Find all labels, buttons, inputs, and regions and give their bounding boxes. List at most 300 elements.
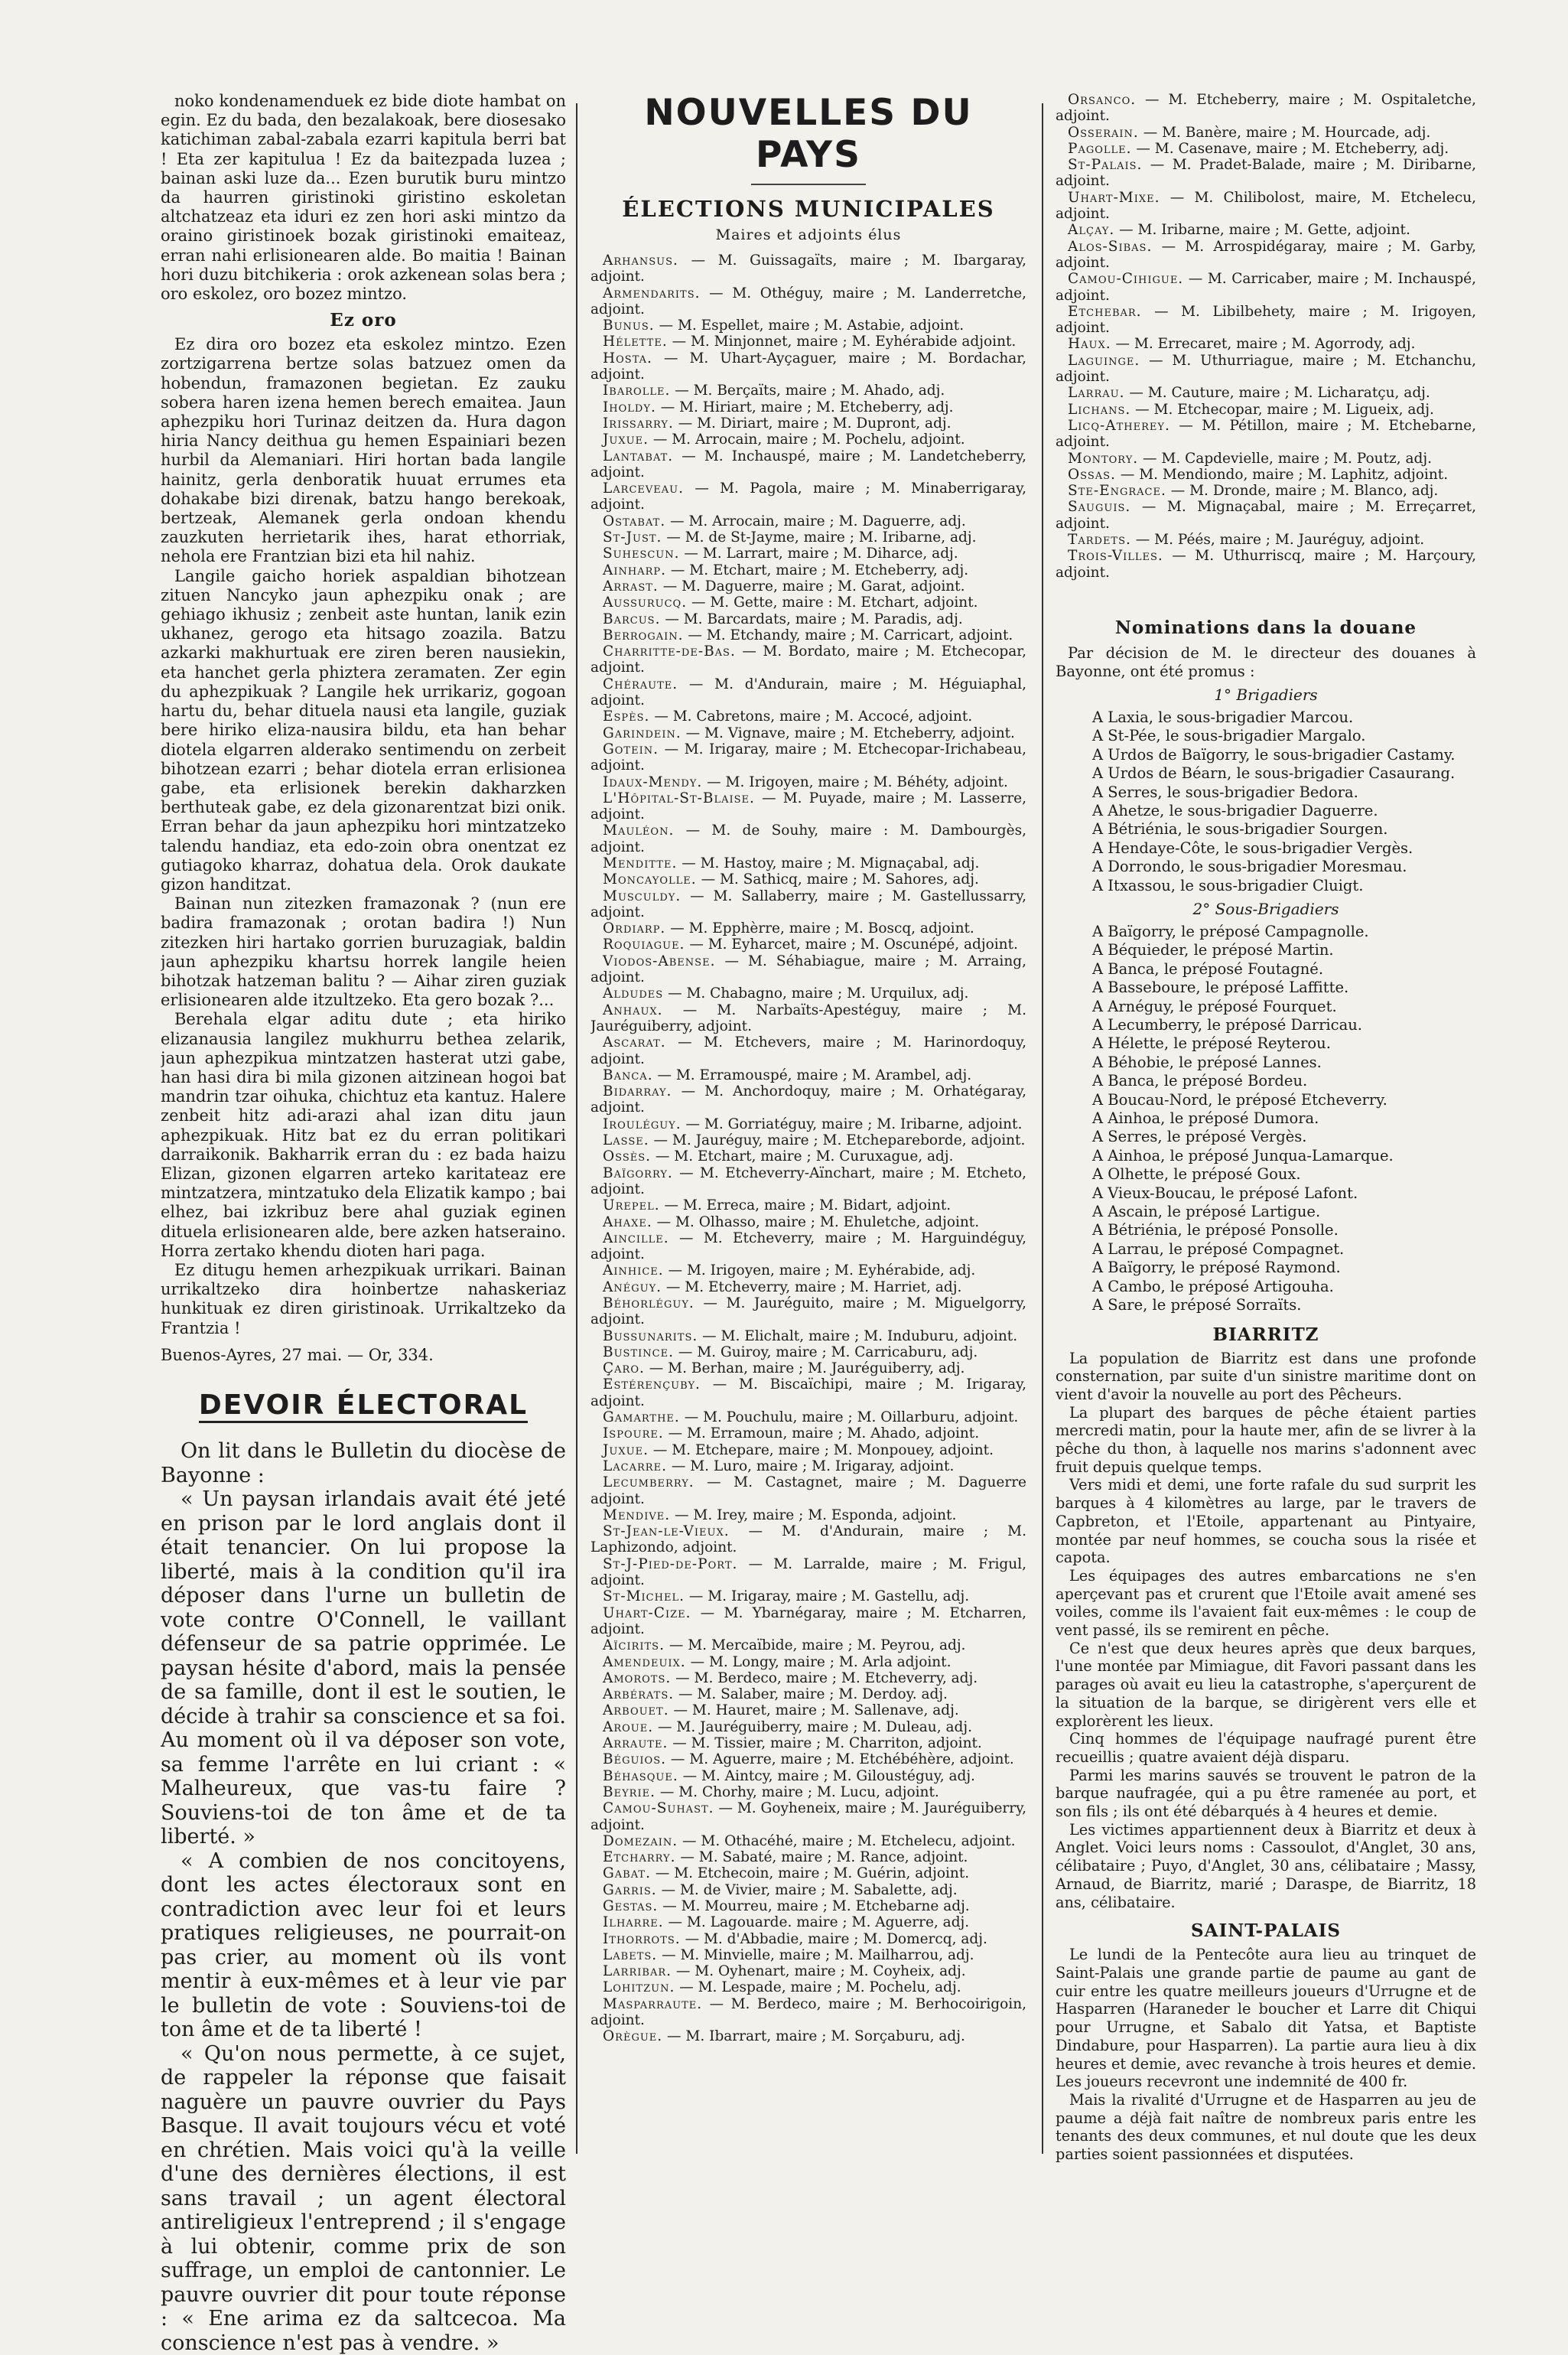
promotion-item: A Sare, le préposé Sorraïts. [1056, 1296, 1476, 1314]
elected-officials: — M. Aguerre, maire ; M. Etchébéhère, adjoint. [671, 1751, 1014, 1767]
promotion-item: A Béhobie, le préposé Lannes. [1056, 1054, 1476, 1072]
elected-officials: — M. Ibarrart, maire ; M. Sorçaburu, adj. [667, 2028, 965, 2044]
basque-paragraph: Ez dira oro bozez eta eskolez mintzo. Ezen zortzigarrena bertze solas batzuez omen da hobendun, framazonen begietan. Ez zauku sobera haren izena hemen berech emaitea. Jaun aphezpiku hori Turinaz deitzen da. Hura dagon hiria Nancy deithua gu hemen Espainiari bezen hurbil da Alemaniari. Hiri hortan bada langile hainitz, gerla denboratik huuat errumes eta dohakabe bizi direnak, batzu hango berekoak, bertzeak, Alemanek gerla ondoan khendu zauzkuten herrietarik ihes, harat ethorriak, nehola ere Frantzian bizi eta hil nahiz. [161, 335, 566, 566]
election-entry [590, 1914, 1026, 1930]
commune-name: Gamarthe. [603, 1409, 680, 1425]
commune-name: Larribar. [603, 1963, 672, 1979]
elected-officials: — M. Aintcy, maire ; M. Giloustéguy, adj. [683, 1768, 975, 1784]
commune-name: Ordiarp. [603, 920, 665, 936]
commune-name: Musculdy. [603, 888, 681, 904]
elected-officials: — M. Pradet-Balade, maire ; M. Diribarne, adjoint. [1056, 157, 1476, 189]
commune-name: Ibarolle. [603, 383, 670, 399]
commune-name: Menditte. [603, 855, 677, 871]
elected-officials: — M. d'Abbadie, maire ; M. Domercq, adj. [685, 1931, 987, 1947]
election-entry [590, 1605, 1026, 1638]
elected-officials: — M. Castagnet, maire ; M. Daguerre adjoint. [590, 1474, 1026, 1506]
election-entry [590, 562, 1026, 578]
election-entry [1056, 271, 1476, 304]
election-entry [1056, 499, 1476, 532]
election-entry [1056, 239, 1476, 272]
elected-officials: — M. Uthurriague, maire ; M. Etchanchu, adjoint. [1056, 353, 1476, 385]
elected-officials: — M. Berhan, maire ; M. Jauréguiberry, adj. [649, 1360, 965, 1376]
commune-name: Etchebar. [1068, 304, 1142, 320]
election-entry [590, 676, 1026, 709]
column-basque [161, 92, 566, 2355]
election-entry [590, 1083, 1026, 1116]
election-entry [590, 888, 1026, 921]
commune-name: Aldudes [603, 985, 663, 1002]
election-entry [590, 1360, 1026, 1376]
election-entry [590, 1588, 1026, 1604]
commune-name: Bussunarits. [603, 1328, 698, 1344]
elected-officials: — M. Uthurriscq, maire ; M. Harçoury, adjoint. [1056, 548, 1476, 580]
elected-officials: — M. Eyharcet, maire ; M. Oscunépé, adjoint. [689, 936, 1018, 953]
commune-name: Armendarits. [603, 285, 701, 301]
douane-category-sous-brigadiers: 2° Sous-Brigadiers [1056, 900, 1476, 918]
election-entry [1056, 304, 1476, 337]
commune-name: Arraute. [603, 1735, 668, 1751]
commune-name: Juxue. [603, 1442, 649, 1458]
election-entry [590, 1116, 1026, 1132]
election-entry [590, 432, 1026, 448]
masthead-separator [751, 184, 866, 185]
basque-paragraph: noko kondenamenduek ez bide diote hambat on egin. Ez du bada, den bezalakoak, bere diosesako katichiman zabal-zabala ezarri kapitula berri bat ! Eta zer kapitulua ! Ez da baitezpada luzea ; bainan aski luze da... Ezen burutik buru mintzo da haurren giristinoki giristino eskoletan altchatzeaz eta iduri ez zen hori aski mintzo da oraino giristinoek bozak giristinoki emaiteaz, erran nahi erlisionearen alde. Bo maitia ! Bainan hori duzu bitchikeria : orok azkenean solas bera ; oro eskolez, oro bozez mintzo. [161, 92, 566, 304]
elected-officials: — M. Etchepare, maire ; M. Monpouey, adjoint. [653, 1442, 994, 1458]
commune-name: Urepel. [603, 1197, 660, 1213]
elected-officials: — M. Irigoyen, maire ; M. Eyhérabide, adj. [669, 1262, 976, 1278]
commune-name: Larceveau. [603, 480, 684, 497]
election-entry [1056, 532, 1476, 548]
douane-intro: Par décision de M. le directeur des douanes à Bayonne, ont été promus : [1056, 644, 1476, 681]
election-entry [590, 627, 1026, 643]
election-entry [590, 822, 1026, 855]
elected-officials: — M. Epphèrre, maire ; M. Boscq, adjoint. [670, 920, 974, 936]
commune-name: Irouléguy. [603, 1116, 682, 1132]
basque-subheading: Ez oro [161, 310, 566, 331]
elected-officials: — M. Goyheneix, maire ; M. Jauréguiberry, adjoint. [590, 1800, 1026, 1832]
promotion-item: A Ahetze, le sous-brigadier Daguerre. [1056, 802, 1476, 820]
elected-officials: — M. Daguerre, maire ; M. Garat, adjoint. [663, 578, 965, 594]
promotion-item: A Banca, le préposé Foutagné. [1056, 960, 1476, 979]
election-entry [590, 708, 1026, 725]
basque-paragraph: Ez ditugu hemen arhezpikuak urrikari. Bainan urrikaltzeko dira hoinbertze nahaskeriaz hunkituak ez diren giristinoak. Urrikaltzeko da Frantzia ! [161, 1261, 566, 1338]
commune-name: Béhasque. [603, 1768, 678, 1784]
commune-name: Moncayolle. [603, 871, 697, 888]
biarritz-article [1056, 1350, 1476, 1912]
promotion-item: A Boucau-Nord, le préposé Etcheverry. [1056, 1091, 1476, 1109]
commune-name: Beyrie. [603, 1784, 656, 1800]
promotion-item: A Dorrondo, le sous-brigadier Moresmau. [1056, 858, 1476, 876]
commune-name: Lichans. [1068, 402, 1130, 418]
elected-officials: — M. Irigaray, maire ; M. Gastellu, adj. [689, 1588, 969, 1604]
elected-officials: — M. Espellet, maire ; M. Astabie, adjoint. [659, 318, 965, 334]
promotion-item: A Urdos de Béarn, le sous-brigadier Casaurang. [1056, 764, 1476, 783]
election-entry [590, 953, 1026, 986]
commune-name: Ahaxe. [603, 1214, 652, 1230]
commune-name: Ispoure. [603, 1425, 664, 1441]
elected-officials: — M. Erramoun, maire ; M. Ahado, adjoint. [669, 1425, 980, 1441]
elected-officials: — M. Casenave, maire ; M. Etcheberry, adj. [1136, 141, 1449, 157]
elected-officials: — M. Biscaïchipi, maire ; M. Irigaray, adjoint. [590, 1376, 1026, 1409]
commune-name: Béhorléguy. [603, 1295, 695, 1311]
election-entry [590, 1067, 1026, 1083]
elected-officials: — M. Etchecopar, maire ; M. Ligueix, adj. [1135, 402, 1434, 418]
election-entry [590, 1979, 1026, 1995]
commune-name: Arbérats. [603, 1686, 674, 1702]
commune-name: Arbouet. [603, 1702, 669, 1718]
election-entry [590, 1376, 1026, 1409]
promotion-item: A Vieux-Boucau, le préposé Lafont. [1056, 1184, 1476, 1203]
election-entry [590, 643, 1026, 676]
commune-name: Sauguis. [1068, 499, 1130, 515]
election-entry [590, 936, 1026, 953]
election-entry [1056, 402, 1476, 418]
election-entry [590, 1654, 1026, 1670]
elected-officials: — M. Bordato, maire ; M. Etchecopar, adjoint. [590, 643, 1026, 676]
elected-officials: — M. d'Andurain, maire ; M. Laphizondo, adjoint. [590, 1523, 1026, 1555]
election-entry [590, 611, 1026, 627]
commune-name: Pagolle. [1068, 141, 1132, 157]
elected-officials: — M. Uhart-Ayçaguer, maire ; M. Bordachar, adjoint. [590, 350, 1026, 383]
commune-name: Larrau. [1068, 385, 1124, 401]
promotion-item: A Hélette, le préposé Reyterou. [1056, 1034, 1476, 1053]
commune-name: Ossès. [603, 1148, 651, 1164]
commune-name: Alçay. [1068, 222, 1114, 238]
election-entry [590, 594, 1026, 611]
commune-name: L'Hôpital-St-Blaise. [603, 790, 755, 806]
election-entry [590, 1523, 1026, 1556]
commune-name: Orsanco. [1068, 92, 1136, 108]
commune-name: Mauléon. [603, 822, 674, 839]
elected-officials: — M. Banère, maire ; M. Hourcade, adj. [1143, 125, 1431, 141]
election-entry [590, 1262, 1026, 1278]
commune-name: Lecumberry. [603, 1474, 695, 1490]
column-elections [590, 92, 1026, 2045]
commune-name: Lohitzun. [603, 1979, 675, 1995]
election-entry [590, 1132, 1026, 1148]
biarritz-paragraph: Parmi les marins sauvés se trouvent le patron de la barque naufragée, qui a pu être ramenée au port, et son fils ; ils ont été débarqués à 4 heures et demie. [1056, 1767, 1476, 1821]
commune-name: Ste-Engrace. [1068, 483, 1166, 499]
commune-name: Aroue. [603, 1719, 653, 1735]
commune-name: Arhansus. [603, 252, 678, 269]
devoir-paragraph: On lit dans le Bulletin du diocèse de Bayonne : [161, 1439, 566, 1487]
election-entry [590, 383, 1026, 399]
election-entry [590, 285, 1026, 318]
commune-name: Uhart-Cize. [603, 1605, 691, 1621]
commune-name: Lasse. [603, 1132, 649, 1148]
commune-name: Aussurucq. [603, 594, 687, 611]
biarritz-heading: BIARRITZ [1056, 1324, 1476, 1345]
election-entry [1056, 190, 1476, 223]
elected-officials: — M. Hiriart, maire ; M. Etcheberry, adj. [661, 399, 954, 415]
elected-officials: — M. de St-Jayme, maire ; M. Iribarne, adj. [666, 529, 976, 546]
elected-officials: — M. Pagola, maire ; M. Minaberrigaray, adjoint. [590, 480, 1026, 513]
elected-officials: — M. Arrospidégaray, maire ; M. Garby, adjoint. [1056, 239, 1476, 271]
elected-officials: — M. Longy, maire ; M. Arla adjoint. [691, 1654, 952, 1670]
commune-name: St-J-Pied-de-Port. [603, 1556, 737, 1572]
commune-name: Garindein. [603, 725, 682, 741]
promotion-item: A Ascain, le préposé Lartigue. [1056, 1203, 1476, 1221]
election-entry [590, 1002, 1026, 1035]
elected-officials: — M. Chorhy, maire ; M. Lucu, adjoint. [660, 1784, 939, 1800]
promotion-item: A Baïgorry, le préposé Raymond. [1056, 1259, 1476, 1277]
election-entry [1056, 157, 1476, 190]
election-entry [590, 855, 1026, 871]
elected-officials: — M. Etchart, maire ; M. Curuxague, adj. [656, 1148, 954, 1164]
election-entry [590, 415, 1026, 432]
election-entry [590, 1295, 1026, 1328]
elected-officials: — M. Larrart, maire ; M. Diharce, adj. [684, 546, 958, 562]
election-entry [590, 448, 1026, 481]
commune-name: Viodos-Abense. [603, 953, 715, 969]
elected-officials: — M. de Souhy, maire : M. Dambourgès, adjoint. [590, 822, 1026, 855]
commune-name: Ossas. [1068, 467, 1116, 483]
elected-officials: — M. Jauréguito, maire ; M. Miguelgorry, adjoint. [590, 1295, 1026, 1327]
election-entry [590, 1556, 1026, 1589]
election-entry [1056, 336, 1476, 352]
saint-palais-article [1056, 1946, 1476, 2163]
elected-officials: — M. Irigaray, maire ; M. Etchecopar-Irichabeau, adjoint. [590, 741, 1026, 774]
commune-name: Anéguy. [603, 1279, 662, 1295]
commune-name: Domezain. [603, 1833, 678, 1849]
election-entry [590, 318, 1026, 334]
commune-name: Bidarray. [603, 1083, 672, 1099]
commune-name: Amorots. [603, 1670, 671, 1686]
elected-officials: — M. Mourreu, maire ; M. Etchebarne adj. [662, 1898, 969, 1914]
election-entry [590, 1214, 1026, 1230]
election-entry [590, 1800, 1026, 1833]
commune-name: Gabat. [603, 1865, 651, 1881]
saint-palais-paragraph: Mais la rivalité d'Urrugne et de Hasparren au jeu de paume a déjà fait naître de nombreux paris entre les tenants des deux communes, et nul doute que les deux parties soient passionnées et disputées. [1056, 2091, 1476, 2164]
commune-name: St-Palais. [1068, 157, 1142, 173]
basque-signature: Buenos-Ayres, 27 mai. — Or, 334. [161, 1346, 566, 1365]
commune-name: Amendeuix. [603, 1654, 686, 1670]
promotion-item: A Hendaye-Côte, le sous-brigadier Vergès. [1056, 839, 1476, 858]
promotion-item: A Serres, le sous-brigadier Bedora. [1056, 783, 1476, 802]
promotion-item: A Arnéguy, le préposé Fourquet. [1056, 998, 1476, 1016]
saint-palais-paragraph: Le lundi de la Pentecôte aura lieu au trinquet de Saint-Palais une grande partie de paume au gant de cuir entre les quatre meilleurs joueurs d'Urrugne et de Hasparren (Haraneder le boucher et Larre dit Chiqui pour Urrugne, et Sabalo dit Yatsa, et Baptiste Dindabure, pour Hasparren). La partie aura lieu à dix heures et demie, avec revanche à trois heures et demie. Les joueurs recevront une indemnité de 400 fr. [1056, 1946, 1476, 2091]
election-entry [590, 725, 1026, 741]
election-entry [590, 1425, 1026, 1441]
commune-name: Licq-Atherey. [1068, 418, 1170, 434]
election-entry [1056, 222, 1476, 238]
commune-name: Juxue. [603, 432, 649, 448]
commune-name: Bunus. [603, 318, 655, 334]
elected-officials: — M. Etchecoin, maire ; M. Guérin, adjoint. [656, 1865, 969, 1881]
elected-officials: — M. Capdevielle, maire ; M. Poutz, adj. [1143, 451, 1432, 467]
elected-officials: — M. Séhabiague, maire ; M. Arraing, adjoint. [590, 953, 1026, 985]
douane-sous-brigadiers-list [1056, 923, 1476, 1315]
election-entry [590, 252, 1026, 285]
elected-officials: — M. Puyade, maire ; M. Lasserre, adjoint. [590, 790, 1026, 822]
elected-officials: — M. Hastoy, maire ; M. Mignaçabal, adj. [682, 855, 979, 871]
devoir-paragraph: « Un paysan irlandais avait été jeté en prison par le lord anglais dont il était tenancier. On lui propose la liberté, mais à la condition qu'il ira déposer dans l'urne un bulletin de vote contre O'Connell, le vaillant défenseur de sa patrie opprimée. Le paysan hésite d'abord, mais la pensée de sa famille, dont il est le soutien, le décide à trahir sa conscience et sa foi. Au moment où il va déposer son vote, sa femme l'arrête en lui criant : « Malheureux, que vas-tu faire ? Souviens-toi de ton âme et de ta liberté. » [161, 1487, 566, 1849]
election-entry [590, 1148, 1026, 1164]
election-entry [1056, 141, 1476, 157]
commune-name: Ostabat. [603, 513, 665, 529]
commune-name: Berrogain. [603, 627, 683, 643]
elected-officials: — M. Chabagno, maire ; M. Urquilux, adj. [668, 985, 968, 1002]
biarritz-paragraph: Vers midi et demi, une forte rafale du sud surprit les barques à 4 kilomètres au large, par le travers de Capbreton, et l'Etoile, appartenant au Pintyaire, montée par neuf hommes, se coucha sous la risée et capota. [1056, 1476, 1476, 1567]
election-entry [590, 1735, 1026, 1751]
douane-category-brigadiers: 1° Brigadiers [1056, 686, 1476, 704]
promotion-item: A Serres, le préposé Vergès. [1056, 1128, 1476, 1146]
elected-officials: — M. Sallaberry, maire ; M. Gastellussarry, adjoint. [590, 888, 1026, 920]
promotion-item: A Béquieder, le préposé Martin. [1056, 941, 1476, 959]
elected-officials: — M. Guiroy, maire ; M. Carricaburu, adj. [678, 1344, 978, 1360]
douane-heading: Nominations dans la douane [1056, 617, 1476, 638]
elections-subtitle: Maires et adjoints élus [590, 226, 1026, 243]
commune-name: St-Jean-le-Vieux. [603, 1523, 730, 1539]
devoir-electoral-heading [161, 1389, 566, 1421]
commune-name: Çaro. [603, 1360, 645, 1376]
biarritz-paragraph: Ce n'est que deux heures après que deux barques, l'une montée par Mimiague, dit Favori passant dans les parages où avait eu lieu la catastrophe, s'aperçurent de la situation de la barque, se dirigèrent vers elle et explorèrent les lieux. [1056, 1640, 1476, 1731]
elected-officials: — M. Anchordoquy, maire ; M. Orhatégaray, adjoint. [590, 1083, 1026, 1116]
commune-name: Mendive. [603, 1507, 670, 1523]
commune-name: Chéraute. [603, 676, 678, 692]
election-entry [1056, 385, 1476, 401]
elected-officials: — M. Etchart, maire ; M. Etcheberry, adj. [671, 562, 968, 578]
elected-officials: — M. Tissier, maire ; M. Charriton, adjoint. [672, 1735, 982, 1751]
elected-officials: — M. Cauture, maire ; M. Licharatçu, adj. [1129, 385, 1430, 401]
elected-officials: — M. Mendiondo, maire ; M. Laphitz, adjoint. [1121, 467, 1448, 483]
elected-officials: — M. Gorriatéguy, maire ; M. Iribarne, adjoint. [686, 1116, 1023, 1132]
basque-paragraph: Berehala elgar aditu dute ; eta hiriko elizanausia langilez mukhurru bethea zelarik, jaun aphezpikua mintzatzen hasterat utzi gabe, han hasi dira bi mila gizonen aitzinean hogoi bat mandrin tzar oihuka, chichtuz eta kantuz. Halere zenbeit hitz adi-arazi ahal izan ditu jaun aphezpikuak. Hitz bat ez du erran politikari darraikonik. Bakharrik erran du : ez bada haizu Elizan, gizonen elgarren arteko karitateaz ere mintzatzera, mintzatuko dela Elizatik kampo ; bai elhez, bai izkribuz bere ahal guziak eginen dituela erlisionearen alde, bere azken hatseraino. Horra zertako khendu dioten hari paga. [161, 1010, 566, 1261]
commune-name: Ascarat. [603, 1034, 666, 1050]
commune-name: St-Just. [603, 529, 662, 546]
election-entry [590, 741, 1026, 774]
elected-officials: — M. Etchevers, maire ; M. Harinordoquy, adjoint. [590, 1034, 1026, 1067]
election-entry [590, 985, 1026, 1002]
election-entry [590, 1947, 1026, 1963]
election-entry [590, 790, 1026, 823]
elected-officials: — M. Irigoyen, maire ; M. Béhéty, adjoint. [707, 774, 1008, 790]
commune-name: Hélette. [603, 334, 668, 350]
election-entry [1056, 483, 1476, 499]
commune-name: Estérençuby. [603, 1376, 701, 1392]
elected-officials: — M. Berdeco, maire ; M. Etcheverry, adj. [675, 1670, 978, 1686]
elected-officials: — M. Etchandy, maire ; M. Carricart, adjoint. [688, 627, 1013, 643]
promotion-item: A Ainhoa, le préposé Dumora. [1056, 1109, 1476, 1128]
commune-name: Garris. [603, 1882, 657, 1898]
commune-name: Osserain. [1068, 125, 1139, 141]
commune-name: Tardets. [1068, 532, 1131, 548]
elected-officials: — M. Erramouspé, maire ; M. Arambel, adj. [657, 1067, 971, 1083]
elections-list-continued [1056, 92, 1476, 581]
commune-name: Uhart-Mixe. [1068, 190, 1160, 206]
promotion-item: A Itxassou, le sous-brigadier Cluigt. [1056, 877, 1476, 895]
promotion-item: A Larrau, le préposé Compagnet. [1056, 1240, 1476, 1259]
biarritz-paragraph: Les victimes appartiennent deux à Biarritz et deux à Anglet. Voici leurs noms : Cassoulot, d'Anglet, 30 ans, célibataire ; Puyo, d'Anglet, 30 ans, célibataire ; Massy, Arnaud, de Biarritz, marié ; Daraspe, de Biarritz, 18 ans, célibataire. [1056, 1821, 1476, 1912]
commune-name: Roquiague. [603, 936, 685, 953]
douane-brigadiers-list [1056, 708, 1476, 895]
commune-name: Montory. [1068, 451, 1138, 467]
commune-name: Suhescun. [603, 546, 680, 562]
elected-officials: — M. Jauréguiberry, maire ; M. Duleau, adj. [658, 1719, 972, 1735]
commune-name: Aincille. [603, 1230, 669, 1246]
commune-name: Ithorrots. [603, 1931, 681, 1947]
elected-officials: — M. Etcheverry, maire ; M. Harriet, adj. [666, 1279, 961, 1295]
election-entry [590, 1768, 1026, 1784]
promotion-item: A St-Pée, le sous-brigadier Margalo. [1056, 727, 1476, 745]
commune-name: Béguios. [603, 1751, 666, 1767]
elected-officials: — M. Arrocain, maire ; M. Pochelu, adjoint. [653, 432, 965, 448]
election-entry [590, 1507, 1026, 1523]
elected-officials: — M. Libilbehety, maire ; M. Irigoyen, adjoint. [1056, 304, 1476, 336]
commune-name: Orègue. [603, 2028, 662, 2044]
elected-officials: — M. Oyhenart, maire ; M. Coyheix, adj. [676, 1963, 966, 1979]
commune-name: Hosta. [603, 350, 652, 366]
election-entry [590, 1686, 1026, 1702]
elected-officials: — M. Larralde, maire ; M. Frigul, adjoint. [590, 1556, 1026, 1588]
election-entry [590, 1882, 1026, 1898]
commune-name: Ainhice. [603, 1262, 664, 1278]
elected-officials: — M. Etcheverry-Aïnchart, maire ; M. Etcheto, adjoint. [590, 1165, 1026, 1197]
elected-officials: — M. Mignaçabal, maire ; M. Erreçarret, adjoint. [1056, 499, 1476, 531]
devoir-paragraph: « Qu'on nous permette, à ce sujet, de rappeler la réponse que faisait naguère un pauvre ouvrier du Pays Basque. Il avait toujours vécu et voté en chrétien. Mais voici qu'à la veille d'une des dernières élections, il est sans travail ; un agent électoral antireligieux l'entreprend ; il s'engage à lui obtenir, comme prix de son suffrage, un emploi de cantonnier. Le pauvre ouvrier dit pour toute réponse : « Ene arima ez da saltcecoa. Ma conscience n'est pas à vendre. » [161, 2042, 566, 2355]
elected-officials: — M. Gette, maire : M. Etchart, adjoint. [691, 594, 978, 611]
commune-name: St-Michel. [603, 1588, 685, 1604]
election-entry [590, 1898, 1026, 1914]
election-entry [590, 1670, 1026, 1686]
elected-officials: — M. Berdeco, maire ; M. Berhocoirigoin, adjoint. [590, 1996, 1026, 2028]
election-entry [590, 399, 1026, 415]
election-entry [1056, 125, 1476, 141]
commune-name: Lacarre. [603, 1458, 667, 1474]
commune-name: Baïgorry. [603, 1165, 673, 1181]
promotion-item: A Lecumberry, le préposé Darricau. [1056, 1016, 1476, 1034]
elected-officials: — M. Dronde, maire ; M. Blanco, adj. [1171, 483, 1439, 499]
elected-officials: — M. Etcheberry, maire ; M. Ospitaletche, adjoint. [1056, 92, 1476, 124]
elected-officials: — M. Salaber, maire ; M. Derdoy. adj. [678, 1686, 948, 1702]
devoir-electoral-title: DEVOIR ÉLECTORAL [199, 1389, 528, 1423]
election-entry [590, 871, 1026, 888]
promotion-item: A Ainhoa, le préposé Junqua-Lamarque. [1056, 1147, 1476, 1165]
promotion-item: A Banca, le préposé Bordeu. [1056, 1072, 1476, 1090]
section-masthead: NOUVELLES DU PAYS [590, 92, 1026, 176]
promotion-item: A Cambo, le préposé Artigouha. [1056, 1278, 1476, 1296]
commune-name: Idaux-Mendy. [603, 774, 702, 790]
election-entry [590, 1344, 1026, 1360]
elected-officials: — M. Mercaïbide, maire ; M. Peyrou, adj. [669, 1637, 966, 1653]
commune-name: Camou-Cihigue. [1068, 271, 1183, 287]
elected-officials: — M. de Vivier, maire ; M. Sabalette, adj. [662, 1882, 958, 1898]
elected-officials: — M. Luro, maire ; M. Irigaray, adjoint. [672, 1458, 954, 1474]
commune-name: Camou-Suhast. [603, 1800, 714, 1816]
election-entry [590, 546, 1026, 562]
column-news [1056, 92, 1476, 2164]
commune-name: Aïcirits. [603, 1637, 665, 1653]
election-entry [590, 1849, 1026, 1865]
commune-name: Gestas. [603, 1898, 658, 1914]
elected-officials: — M. Erreca, maire ; M. Bidart, adjoint. [665, 1197, 952, 1213]
commune-name: Ainharp. [603, 562, 666, 578]
promotion-item: A Baïgorry, le préposé Campagnolle. [1056, 923, 1476, 941]
elected-officials: — M. Othacéhé, maire ; M. Etchelecu, adjoint. [682, 1833, 1016, 1849]
elected-officials: — M. Pouchulu, maire ; M. Oillarburu, adjoint. [685, 1409, 1019, 1425]
elected-officials: — M. d'Andurain, maire ; M. Héguiaphal, adjoint. [590, 676, 1026, 708]
election-entry [590, 578, 1026, 594]
election-entry [590, 920, 1026, 936]
election-entry [590, 350, 1026, 383]
promotion-item: A Olhette, le préposé Goux. [1056, 1165, 1476, 1184]
biarritz-paragraph: Cinq hommes de l'équipage naufragé purent être recueillis ; quatre avaient déjà disparu. [1056, 1730, 1476, 1766]
commune-name: Ilharre. [603, 1914, 664, 1930]
commune-name: Trois-Villes. [1068, 548, 1163, 564]
election-entry [590, 1865, 1026, 1881]
commune-name: Lantabat. [603, 448, 673, 464]
elected-officials: — M. Minvielle, maire ; M. Mailharrou, adj. [662, 1947, 974, 1963]
